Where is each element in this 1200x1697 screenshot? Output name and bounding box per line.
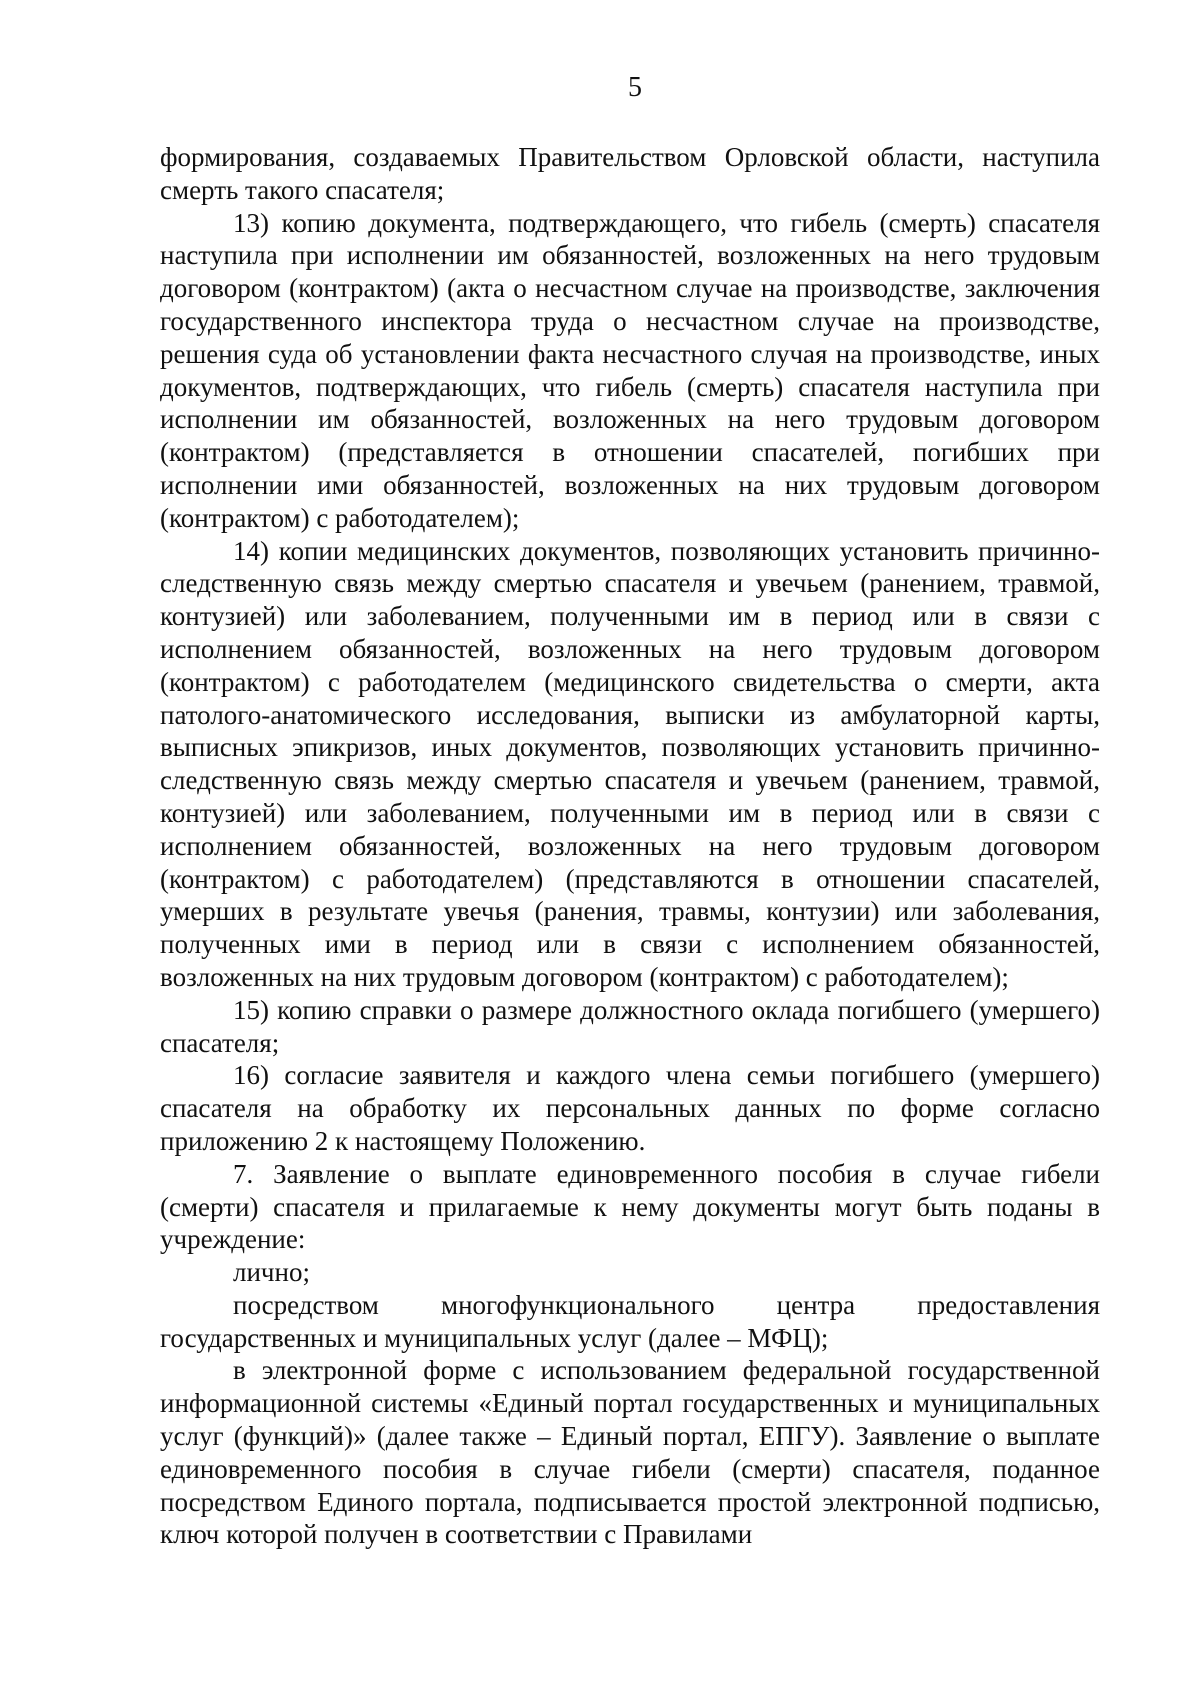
paragraph-option-in-person: лично; <box>233 1257 310 1288</box>
paragraph-section-7: 7. Заявление о выплате единовременного пособия в случае гибели (смерти) спасателя и прилагаемые к нему документы могут быть поданы в учреждение: <box>160 1158 1100 1255</box>
paragraph-item-13: 13) копию документа, подтверждающего, что гибель (смерть) спасателя наступила при исполнении им обязанностей, возложенных на него трудовым договором (контрактом) (акта о несчастном случае на производстве, заключения государственного инспектора труда о несчастном случае на производстве, решения суда об установлении факта несчастного случая на производстве, иных документов, подтверждающих, что гибель (смерть) спасателя наступила при исполнении им обязанностей, возложенных на него трудовым договором (контрактом) (представляется в отношении спасателей, погибших при исполнении ими обязанностей, возложенных на них трудовым договором (контрактом) с работодателем); <box>160 207 1100 533</box>
paragraph-item-14: 14) копии медицинских документов, позволяющих установить причинно-следственную связь между смертью спасателя и увечьем (ранением, травмой, контузией) или заболеванием, полученными им в период или в связи с исполнением обязанностей, возложенных на него трудовым договором (контрактом) с работодателем (медицинского свидетельства о смерти, акта патолого-анатомического исследования, выписки из амбулаторной карты, выписных эпикризов, иных документов, позволяющих установить причинно-следственную связь между смертью спасателя и увечьем (ранением, травмой, контузией) или заболеванием, полученными им в период или в связи с исполнением обязанностей, возложенных на него трудовым договором (контрактом) с работодателем) (представляются в отношении спасателей, умерших в результате увечья (ранения, травмы, контузии) или заболевания, полученных ими в период или в связи с исполнением обязанностей, возложенных на них трудовым договором (контрактом) с работодателем); <box>160 535 1100 992</box>
paragraph-item-16: 16) согласие заявителя и каждого члена семьи погибшего (умершего) спасателя на обработку их персональных данных по форме согласно приложению 2 к настоящему Положению. <box>160 1060 1100 1156</box>
paragraph-option-electronic: в электронной форме с использованием федеральной государственной информационной системы «Единый портал государственных и муниципальных услуг (функций)» (далее также – Единый портал, ЕПГУ). Заявление о выплате единовременного пособия в случае гибели (смерти) спасателя, поданное посредством Единого портала, подписывается простой электронной подписью, ключ которой получен в соответствии с Правилами <box>160 1355 1100 1550</box>
paragraph-continuation: формирования, создаваемых Правительством Орловской области, наступила смерть такого спасателя; <box>160 142 1100 205</box>
paragraph-option-mfc: посредством многофункционального центра предоставления государственных и муниципальных услуг (далее – МФЦ); <box>160 1289 1100 1353</box>
paragraph-item-15: 15) копию справки о размере должностного оклада погибшего (умершего) спасателя; <box>160 994 1100 1058</box>
page-number: 5 <box>628 72 642 103</box>
document-body <box>160 141 1100 1551</box>
